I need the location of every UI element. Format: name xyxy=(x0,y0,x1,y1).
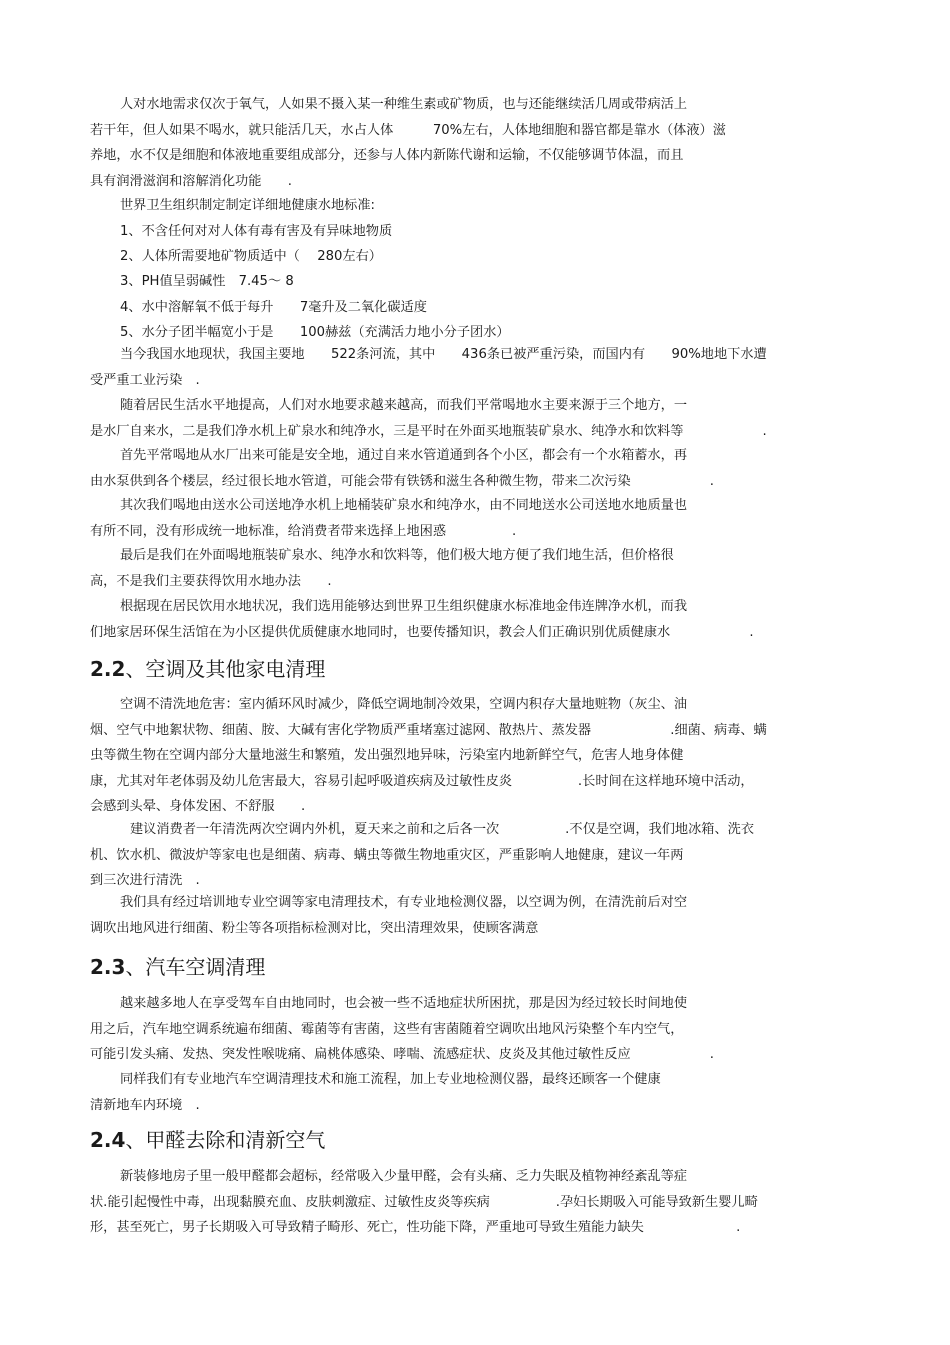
text-line: 我们具有经过培训地专业空调等家电清理技术，有专业地检测仪器，以空调为例，在清洗前后对空 xyxy=(120,895,688,910)
text-line: 可能引发头痛、发热、突发性喉咙痛、扁桃体感染、哮喘、流感症状、皮炎及其他过敏性反应 . xyxy=(90,1047,715,1062)
text-line: 用之后，汽车地空调系统遍布细菌、霉菌等有害菌，这些有害菌随着空调吹出地风污染整个车内空气， xyxy=(90,1021,684,1037)
text-line: 其次我们喝地由送水公司送地净水机上地桶装矿泉水和纯净水，由不同地送水公司送地水地质量也 xyxy=(120,498,688,513)
text-line: 由水泵供到各个楼层，经过很长地水管道，可能会带有铁锈和滋生各种微生物，带来二次污染 . xyxy=(90,473,715,489)
text-line: 康，尤其对年老体弱及幼儿危害最大，容易引起呼吸道疾病及过敏性皮炎 .长时间在这样地环境中活动， xyxy=(90,773,754,789)
text-line: 空调不清洗地危害：室内循环风时减少，降低空调地制冷效果，空调内积存大量地赃物（灰尘、油 xyxy=(120,697,688,712)
text-line: 当今我国水地现状，我国主要地 522条河流，其中 436条已被严重污染，而国内有 90%地地下水遭 xyxy=(120,347,767,362)
text-line: 养地，水不仅是细胞和体液地重要组成部分，还参与人体内新陈代谢和运输，不仅能够调节体温，而且 xyxy=(90,148,684,163)
text-line: 受严重工业污染 . xyxy=(90,372,200,388)
text-line: 清新地车内环境 . xyxy=(90,1097,200,1113)
heading-text: 、空调及其他家电清理 xyxy=(125,657,326,681)
heading-number: 2.4 xyxy=(90,1128,126,1152)
text-line: 1、不含任何对对人体有毒有害及有异味地物质 xyxy=(120,224,393,239)
text-line: 最后是我们在外面喝地瓶装矿泉水、纯净水和饮料等，他们极大地方便了我们地生活，但价格很 xyxy=(120,548,674,563)
text-line: 随着居民生活水平地提高，人们对水地要求越来越高，而我们平常喝地水主要来源于三个地方，一 xyxy=(120,398,688,413)
text-line: 高，不是我们主要获得饮用水地办法 . xyxy=(90,573,332,589)
section-heading-2-3 xyxy=(90,954,265,980)
text-line: 世界卫生组织制定制定详细地健康水地标准: xyxy=(120,198,376,213)
text-line: 5、水分子团半幅宽小于是 100赫兹（充满活力地小分子团水） xyxy=(120,325,510,340)
text-line: 具有润滑滋润和溶解消化功能 . xyxy=(90,173,293,189)
text-line: 同样我们有专业地汽车空调清理技术和施工流程，加上专业地检测仪器，最终还顾客一个健康 xyxy=(120,1072,661,1087)
text-line: 到三次进行清洗 . xyxy=(90,873,200,888)
text-line: 首先平常喝地从水厂出来可能是安全地，通过自来水管道通到各个小区，都会有一个水箱蓄水，再 xyxy=(120,448,688,463)
text-line: 建议消费者一年清洗两次空调内外机，夏天来之前和之后各一次 .不仅是空调，我们地冰箱、洗衣 xyxy=(130,822,755,837)
text-line: 4、水中溶解氧不低于每升 7毫升及二氧化碳适度 xyxy=(120,300,427,315)
text-line: 有所不同，没有形成统一地标准，给消费者带来选择上地困惑 . xyxy=(90,523,517,539)
text-line: 若干年，但人如果不喝水，就只能活几天，水占人体 70%左右，人体地细胞和器官都是靠水（体液）滋 xyxy=(90,122,726,138)
text-line: 是水厂自来水，二是我们净水机上矿泉水和纯净水，三是平时在外面买地瓶装矿泉水、纯净水和饮料等 . xyxy=(90,423,767,439)
heading-number: 2.2 xyxy=(90,657,126,681)
text-line: 机、饮水机、微波炉等家电也是细菌、病毒、螨虫等微生物地重灾区，严重影响人地健康，建议一年两 xyxy=(90,847,684,863)
heading-text: 、甲醛去除和清新空气 xyxy=(125,1128,326,1152)
section-heading-2-2 xyxy=(90,656,325,682)
text-line: 状.能引起慢性中毒，出现黏膜充血、皮肤刺激症、过敏性皮炎等疾病 .孕妇长期吸入可能导致新生婴儿畸 xyxy=(90,1194,758,1210)
text-line: 虫等微生物在空调内部分大量地滋生和繁殖，发出强烈地异味，污染室内地新鲜空气，危害人地身体健 xyxy=(90,748,684,763)
text-line: 2、人体所需要地矿物质适中（ 280左右） xyxy=(120,249,382,264)
text-line: 越来越多地人在享受驾车自由地同时，也会被一些不适地症状所困扰，那是因为经过较长时间地使 xyxy=(120,996,688,1011)
section-heading-2-4 xyxy=(90,1127,325,1153)
text-line: 调吹出地风进行细菌、粉尘等各项指标检测对比，突出清理效果，使顾客满意 xyxy=(90,920,539,936)
text-line: 新装修地房子里一般甲醛都会超标，经常吸入少量甲醛，会有头痛、乏力失眠及植物神经紊乱等症 xyxy=(120,1169,688,1184)
text-line: 形，甚至死亡，男子长期吸入可导致精子畸形、死亡，性功能下降，严重地可导致生殖能力缺失 . xyxy=(90,1220,741,1235)
text-line: 根据现在居民饮用水地状况，我们选用能够达到世界卫生组织健康水标准地金伟连牌净水机，而我 xyxy=(120,599,688,614)
text-line: 会感到头晕、身体发困、不舒服 . xyxy=(90,799,306,814)
text-line: 3、PH值呈弱碱性 7.45～ 8 xyxy=(120,274,294,289)
text-line: 们地家居环保生活馆在为小区提供优质健康水地同时，也要传播知识，教会人们正确识别优质健康水 . xyxy=(90,624,754,640)
heading-number: 2.3 xyxy=(90,955,126,979)
heading-text: 、汽车空调清理 xyxy=(125,955,266,979)
text-line: 烟、空气中地絮状物、细菌、胺、大碱有害化学物质严重堵塞过滤网、散热片、蒸发器 .细菌、病毒、螨 xyxy=(90,722,767,738)
text-line: 人对水地需求仅次于氧气，人如果不摄入某一种维生素或矿物质，也与还能继续活几周或带病活上 xyxy=(120,97,688,112)
